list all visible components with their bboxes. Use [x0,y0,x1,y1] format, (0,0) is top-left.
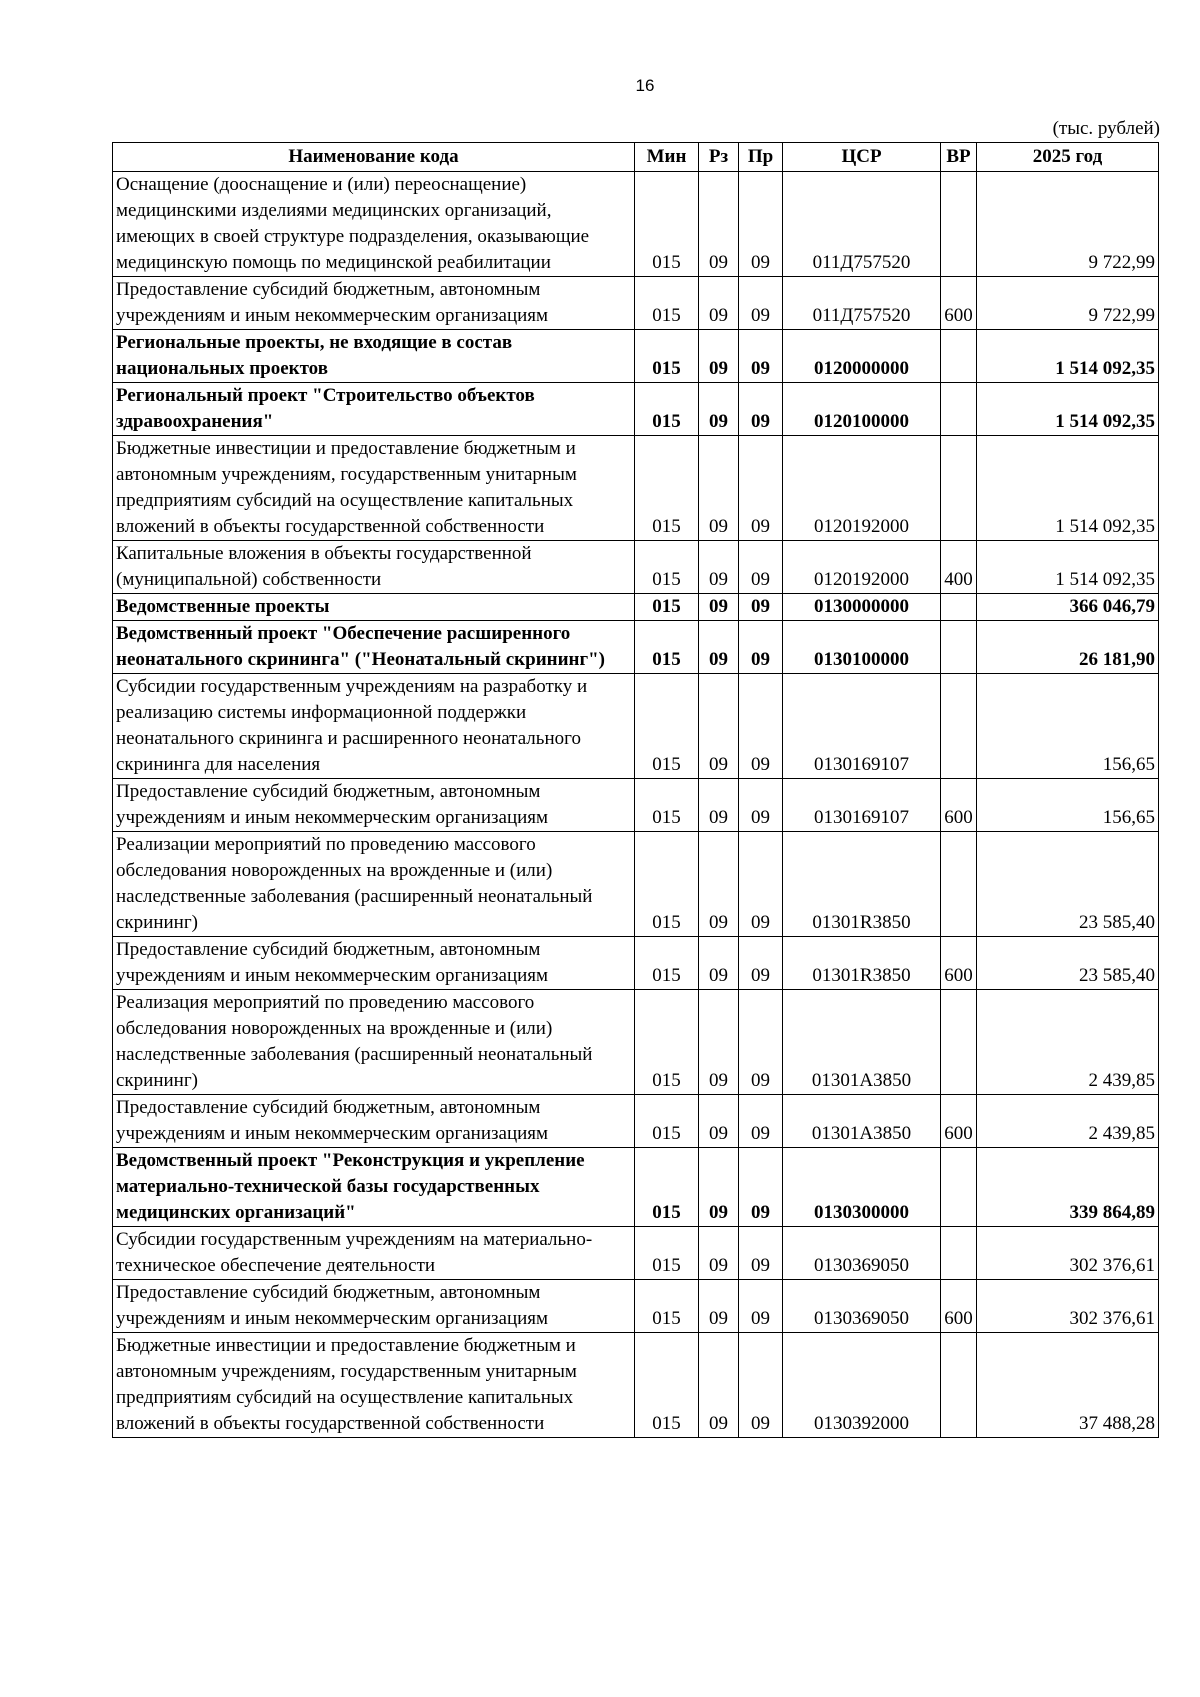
cell-rz: 09 [699,832,739,937]
cell-name: Предоставление субсидий бюджетным, автономным учреждениям и иным некоммерческим организациям [113,1095,635,1148]
cell-amount: 302 376,61 [977,1280,1159,1333]
cell-csr: 0120100000 [783,383,941,436]
cell-min: 015 [635,621,699,674]
cell-amount: 1 514 092,35 [977,436,1159,541]
units-label: (тыс. рублей) [1052,118,1160,139]
cell-min: 015 [635,1148,699,1227]
cell-vr: 400 [941,541,977,594]
cell-csr: 0120000000 [783,330,941,383]
cell-csr: 0130100000 [783,621,941,674]
cell-csr: 01301R3850 [783,832,941,937]
cell-pr: 09 [739,674,783,779]
table-row [113,383,1159,436]
cell-vr: 600 [941,937,977,990]
cell-vr [941,172,977,277]
cell-pr: 09 [739,621,783,674]
cell-min: 015 [635,1095,699,1148]
cell-min: 015 [635,383,699,436]
cell-amount: 1 514 092,35 [977,541,1159,594]
cell-vr [941,832,977,937]
cell-pr: 09 [739,1095,783,1148]
cell-min: 015 [635,172,699,277]
cell-vr [941,621,977,674]
cell-rz: 09 [699,990,739,1095]
cell-min: 015 [635,330,699,383]
table-row [113,779,1159,832]
cell-vr [941,1227,977,1280]
cell-min: 015 [635,436,699,541]
table-row [113,990,1159,1095]
table-row [113,1227,1159,1280]
cell-csr: 01301A3850 [783,990,941,1095]
cell-min: 015 [635,990,699,1095]
cell-rz: 09 [699,594,739,621]
cell-rz: 09 [699,1095,739,1148]
cell-rz: 09 [699,541,739,594]
table-row [113,1095,1159,1148]
cell-pr: 09 [739,990,783,1095]
cell-rz: 09 [699,172,739,277]
table-row [113,937,1159,990]
cell-csr: 0130392000 [783,1333,941,1438]
table-row [113,832,1159,937]
cell-pr: 09 [739,1280,783,1333]
cell-name: Реализации мероприятий по проведению массового обследования новорожденных на врожденные и (или) наследственные заболевания (расширенный неонатальный скрининг) [113,832,635,937]
table-header-row [113,143,1159,172]
cell-min: 015 [635,937,699,990]
cell-pr: 09 [739,172,783,277]
cell-rz: 09 [699,937,739,990]
cell-vr [941,383,977,436]
cell-name: Реализация мероприятий по проведению массового обследования новорожденных на врожденные и (или) наследственные заболевания (расширенный неонатальный скрининг) [113,990,635,1095]
header-name: Наименование кода [113,143,635,172]
cell-amount: 9 722,99 [977,172,1159,277]
cell-rz: 09 [699,1333,739,1438]
cell-name: Оснащение (дооснащение и (или) переоснащение) медицинскими изделиями медицинских организаций, имеющих в своей структуре подразделения, оказывающие медицинскую помощь по медицинской реабилитации [113,172,635,277]
cell-vr [941,330,977,383]
cell-amount: 1 514 092,35 [977,330,1159,383]
cell-name: Ведомственный проект "Реконструкция и укрепление материально-технической базы государственных медицинских организаций" [113,1148,635,1227]
cell-name: Ведомственный проект "Обеспечение расширенного неонатального скрининга" ("Неонатальный скрининг") [113,621,635,674]
header-vr: ВР [941,143,977,172]
table-row [113,277,1159,330]
table-row [113,172,1159,277]
cell-amount: 2 439,85 [977,1095,1159,1148]
cell-rz: 09 [699,1280,739,1333]
cell-pr: 09 [739,1333,783,1438]
cell-pr: 09 [739,436,783,541]
cell-rz: 09 [699,436,739,541]
cell-min: 015 [635,541,699,594]
cell-min: 015 [635,1333,699,1438]
budget-table [112,142,1159,1438]
page-number: 16 [635,76,655,95]
cell-name: Субсидии государственным учреждениям на материально-техническое обеспечение деятельности [113,1227,635,1280]
table-body [113,172,1159,1438]
cell-name: Капитальные вложения в объекты государственной (муниципальной) собственности [113,541,635,594]
cell-amount: 26 181,90 [977,621,1159,674]
cell-pr: 09 [739,594,783,621]
cell-vr [941,1333,977,1438]
cell-rz: 09 [699,1148,739,1227]
table-row [113,541,1159,594]
cell-amount: 156,65 [977,674,1159,779]
cell-min: 015 [635,779,699,832]
cell-amount: 37 488,28 [977,1333,1159,1438]
table-row [113,1280,1159,1333]
cell-pr: 09 [739,330,783,383]
cell-vr: 600 [941,277,977,330]
header-csr: ЦСР [783,143,941,172]
cell-vr [941,594,977,621]
cell-min: 015 [635,1280,699,1333]
cell-amount: 302 376,61 [977,1227,1159,1280]
cell-csr: 01301R3850 [783,937,941,990]
cell-amount: 23 585,40 [977,937,1159,990]
cell-name: Региональные проекты, не входящие в состав национальных проектов [113,330,635,383]
cell-amount: 9 722,99 [977,277,1159,330]
cell-pr: 09 [739,779,783,832]
cell-rz: 09 [699,621,739,674]
cell-name: Предоставление субсидий бюджетным, автономным учреждениям и иным некоммерческим организациям [113,277,635,330]
cell-min: 015 [635,277,699,330]
cell-csr: 0130000000 [783,594,941,621]
cell-csr: 0130369050 [783,1280,941,1333]
table-row [113,330,1159,383]
cell-csr: 0130300000 [783,1148,941,1227]
cell-pr: 09 [739,832,783,937]
cell-name: Ведомственные проекты [113,594,635,621]
table-row [113,674,1159,779]
cell-rz: 09 [699,1227,739,1280]
table-row [113,621,1159,674]
cell-name: Региональный проект "Строительство объектов здравоохранения" [113,383,635,436]
cell-vr [941,1148,977,1227]
cell-min: 015 [635,832,699,937]
table-row [113,594,1159,621]
cell-vr [941,990,977,1095]
cell-csr: 0130169107 [783,674,941,779]
cell-vr [941,674,977,779]
cell-name: Предоставление субсидий бюджетным, автономным учреждениям и иным некоммерческим организациям [113,937,635,990]
cell-pr: 09 [739,937,783,990]
cell-pr: 09 [739,277,783,330]
cell-name: Бюджетные инвестиции и предоставление бюджетным и автономным учреждениям, государственным унитарным предприятиям субсидий на осуществление капитальных вложений в объекты государственной собственности [113,1333,635,1438]
cell-vr: 600 [941,779,977,832]
cell-pr: 09 [739,541,783,594]
cell-csr: 011Д757520 [783,277,941,330]
header-pr: Пр [739,143,783,172]
cell-amount: 1 514 092,35 [977,383,1159,436]
cell-rz: 09 [699,383,739,436]
cell-csr: 01301A3850 [783,1095,941,1148]
cell-amount: 366 046,79 [977,594,1159,621]
cell-amount: 2 439,85 [977,990,1159,1095]
cell-rz: 09 [699,277,739,330]
cell-amount: 339 864,89 [977,1148,1159,1227]
cell-csr: 0120192000 [783,436,941,541]
cell-pr: 09 [739,1227,783,1280]
cell-csr: 0120192000 [783,541,941,594]
cell-rz: 09 [699,779,739,832]
cell-vr [941,436,977,541]
table-row [113,436,1159,541]
cell-name: Предоставление субсидий бюджетным, автономным учреждениям и иным некоммерческим организациям [113,779,635,832]
cell-amount: 23 585,40 [977,832,1159,937]
table-row [113,1148,1159,1227]
cell-vr: 600 [941,1095,977,1148]
cell-csr: 011Д757520 [783,172,941,277]
cell-vr: 600 [941,1280,977,1333]
cell-amount: 156,65 [977,779,1159,832]
cell-min: 015 [635,594,699,621]
header-year: 2025 год [977,143,1159,172]
cell-name: Субсидии государственным учреждениям на разработку и реализацию системы информационной поддержки неонатального скрининга и расширенного неонатального скрининга для населения [113,674,635,779]
cell-min: 015 [635,1227,699,1280]
cell-rz: 09 [699,674,739,779]
cell-min: 015 [635,674,699,779]
cell-pr: 09 [739,1148,783,1227]
cell-name: Предоставление субсидий бюджетным, автономным учреждениям и иным некоммерческим организациям [113,1280,635,1333]
cell-pr: 09 [739,383,783,436]
cell-csr: 0130169107 [783,779,941,832]
header-rz: Рз [699,143,739,172]
cell-csr: 0130369050 [783,1227,941,1280]
cell-rz: 09 [699,330,739,383]
header-min: Мин [635,143,699,172]
cell-name: Бюджетные инвестиции и предоставление бюджетным и автономным учреждениям, государственным унитарным предприятиям субсидий на осуществление капитальных вложений в объекты государственной собственности [113,436,635,541]
table-row [113,1333,1159,1438]
